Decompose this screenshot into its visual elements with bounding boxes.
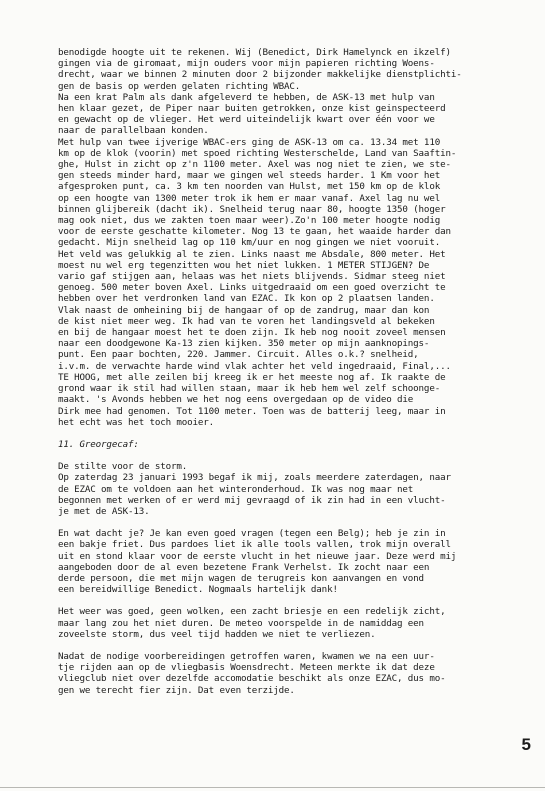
text-line: En wat dacht je? Je kan even goed vragen (tegen een Belg); heb je zin in bbox=[58, 528, 446, 540]
text-line: zoveelste storm, dus veel tijd hadden we niet te verliezen. bbox=[58, 628, 376, 640]
text-line: Het weer was goed, geen wolken, een zacht briesje en een redelijk zicht, bbox=[58, 606, 446, 618]
text-line: moest nu wel erg tegenzitten wou het niet lukken. 1 METER STIJGEN? De bbox=[58, 259, 430, 271]
paragraph-5 bbox=[58, 651, 508, 696]
text-line: tje rijden aan op de vliegbasis Woensdrecht. Meteen merkte ik dat deze bbox=[58, 662, 435, 674]
text-line: derde persoon, die met mijn wagen de terugreis kon aanvangen en vond bbox=[58, 572, 424, 584]
section-heading: 11. Greorgecaf: bbox=[58, 438, 139, 450]
text-line: Vlak naast de omheining bij de hangaar of op de zandrug, maar dan kon bbox=[58, 304, 430, 316]
text-line: een bakje friet. Dus pardoes liet ik alle tools vallen, trok mijn overall bbox=[58, 539, 451, 551]
text-line: i.v.m. de verwachte harde wind vlak achter het veld ingedraaid, Final,... bbox=[58, 360, 451, 372]
text-line: vario gaf stijgen aan, helaas was het niets blijvends. Sidmar steeg niet bbox=[58, 271, 446, 283]
text-line: grond waar ik stil had willen staan, maar ik heb hem wel zelf schoonge- bbox=[58, 383, 441, 395]
text-line: en bij de hangaar moest het te doen zijn. Ik heb nog nooit zoveel mensen bbox=[58, 327, 446, 339]
article-body bbox=[58, 47, 508, 696]
text-line: vliegclub niet over dezelfde accomodatie beschikt als onze EZAC, dus mo- bbox=[58, 673, 446, 685]
paragraph-3 bbox=[58, 528, 508, 595]
text-line: naar de parallelbaan konden. bbox=[58, 125, 209, 137]
text-line: TE HOOG, met alle zeilen bij kreeg ik er het meeste nog af. Ik raakte de bbox=[58, 371, 446, 383]
text-line: mag ook niet, dus we zakten toen maar weer).Zo'n 100 meter hoogte nodig bbox=[58, 215, 441, 227]
text-line: maakt. 's Avonds hebben we het nog eens overgedaan op de video die bbox=[58, 394, 414, 406]
page-edge-rule bbox=[0, 787, 545, 788]
text-line: Op zaterdag 23 januari 1993 begaf ik mij, zoals meerdere zaterdagen, naar bbox=[58, 472, 451, 484]
text-line: Dirk mee had genomen. Tot 1100 meter. Toen was de batterij leeg, maar in bbox=[58, 405, 446, 417]
text-line: benodigde hoogte uit te rekenen. Wij (Benedict, Dirk Hamelynck en ikzelf) bbox=[58, 47, 451, 58]
text-line: je met de ASK-13. bbox=[58, 505, 150, 517]
text-line: gen steeds minder hard, maar we gingen wel steeds harder. 1 Km voor het bbox=[58, 170, 441, 182]
text-line: naar een doodgewone Ka-13 zien kijken. 350 meter op mijn aanknopings- bbox=[58, 338, 430, 350]
text-line: km op de klok (voorin) met spoed richting Westerschelde, Land van Saaftin- bbox=[58, 147, 457, 159]
text-line: uit en stond klaar voor de eerste vlucht in het nieuwe jaar. Deze werd mij bbox=[58, 550, 457, 562]
text-line: maar lang zou het niet duren. De meteo voorspelde in de namiddag een bbox=[58, 617, 424, 629]
text-line: het echt was het toch mooier. bbox=[58, 416, 215, 428]
text-line: Met hulp van twee ijverige WBAC-ers ging de ASK-13 om ca. 13.34 met 110 bbox=[58, 136, 441, 148]
text-line: Nadat de nodige voorbereidingen getroffen waren, kwamen we na een uur- bbox=[58, 650, 435, 662]
text-line: gingen via de giromaat, mijn ouders voor mijn papieren richting Woens- bbox=[58, 58, 435, 70]
page-number: 5 bbox=[521, 735, 531, 754]
text-line: De stilte voor de storm. bbox=[58, 461, 188, 473]
text-line: Na een krat Palm als dank afgeleverd te hebben, de ASK-13 met hulp van bbox=[58, 91, 435, 103]
text-line: afgesproken punt, ca. 3 km ten noorden van Hulst, met 150 km op de klok bbox=[58, 181, 441, 193]
text-line: de EZAC om te voldoen aan het winteronderhoud. Ik was nog maar net bbox=[58, 483, 414, 495]
text-line: op een hoogte van 1300 meter trok ik hem er maar vanaf. Axel lag nu wel bbox=[58, 192, 441, 204]
paragraph-4 bbox=[58, 606, 508, 640]
paragraph-2 bbox=[58, 461, 508, 517]
text-line: begonnen met werken of er werd mij gevraagd of ik zin had in een vlucht- bbox=[58, 494, 446, 506]
text-line: drecht, waar we binnen 2 minuten door 2 bijzonder makkelijke dienstplichti- bbox=[58, 69, 462, 81]
text-line: en gewacht op de vlieger. Het werd uiteindelijk kwart over één voor we bbox=[58, 114, 435, 126]
text-line: genoeg. 500 meter boven Axel. Links uitgedraaid om een goed overzicht te bbox=[58, 282, 446, 294]
text-line: Het veld was gelukkig al te zien. Links naast me Absdale, 800 meter. Het bbox=[58, 248, 446, 260]
text-line: voor de eerste geschatte kilometer. Nog 13 te gaan, het waaide harder dan bbox=[58, 226, 451, 238]
text-line: gen we terecht fier zijn. Dat even terzijde. bbox=[58, 684, 295, 696]
text-line: ghe, Hulst in zicht op z'n 1100 meter. Axel was nog niet te zien, we ste- bbox=[58, 159, 451, 171]
text-line: aangeboden door de al even bezetene Frank Verhelst. Ik zocht naar een bbox=[58, 561, 430, 573]
paragraph-1 bbox=[58, 47, 508, 428]
text-line: een bereidwillige Benedict. Nogmaals hartelijk dank! bbox=[58, 584, 338, 596]
text-line: punt. Een paar bochten, 220. Jammer. Circuit. Alles o.k.? snelheid, bbox=[58, 349, 419, 361]
text-line: binnen glijbereik (dacht ik). Snelheid terug naar 80, hoogte 1350 (hoger bbox=[58, 203, 446, 215]
text-line: gedacht. Mijn snelheid lag op 110 km/uur en nog gingen we niet vooruit. bbox=[58, 237, 441, 249]
text-line: de kist niet meer weg. Ik had van te voren het landingsveld al bekeken bbox=[58, 315, 435, 327]
text-line: hen klaar gezet, de Piper naar buiten getrokken, onze kist geinspecteerd bbox=[58, 103, 446, 115]
text-line: gen de basis op werden gelaten richting WBAC. bbox=[58, 80, 301, 92]
text-line: hebben over het verdronken land van EZAC. Ik kon op 2 plaatsen landen. bbox=[58, 293, 435, 305]
